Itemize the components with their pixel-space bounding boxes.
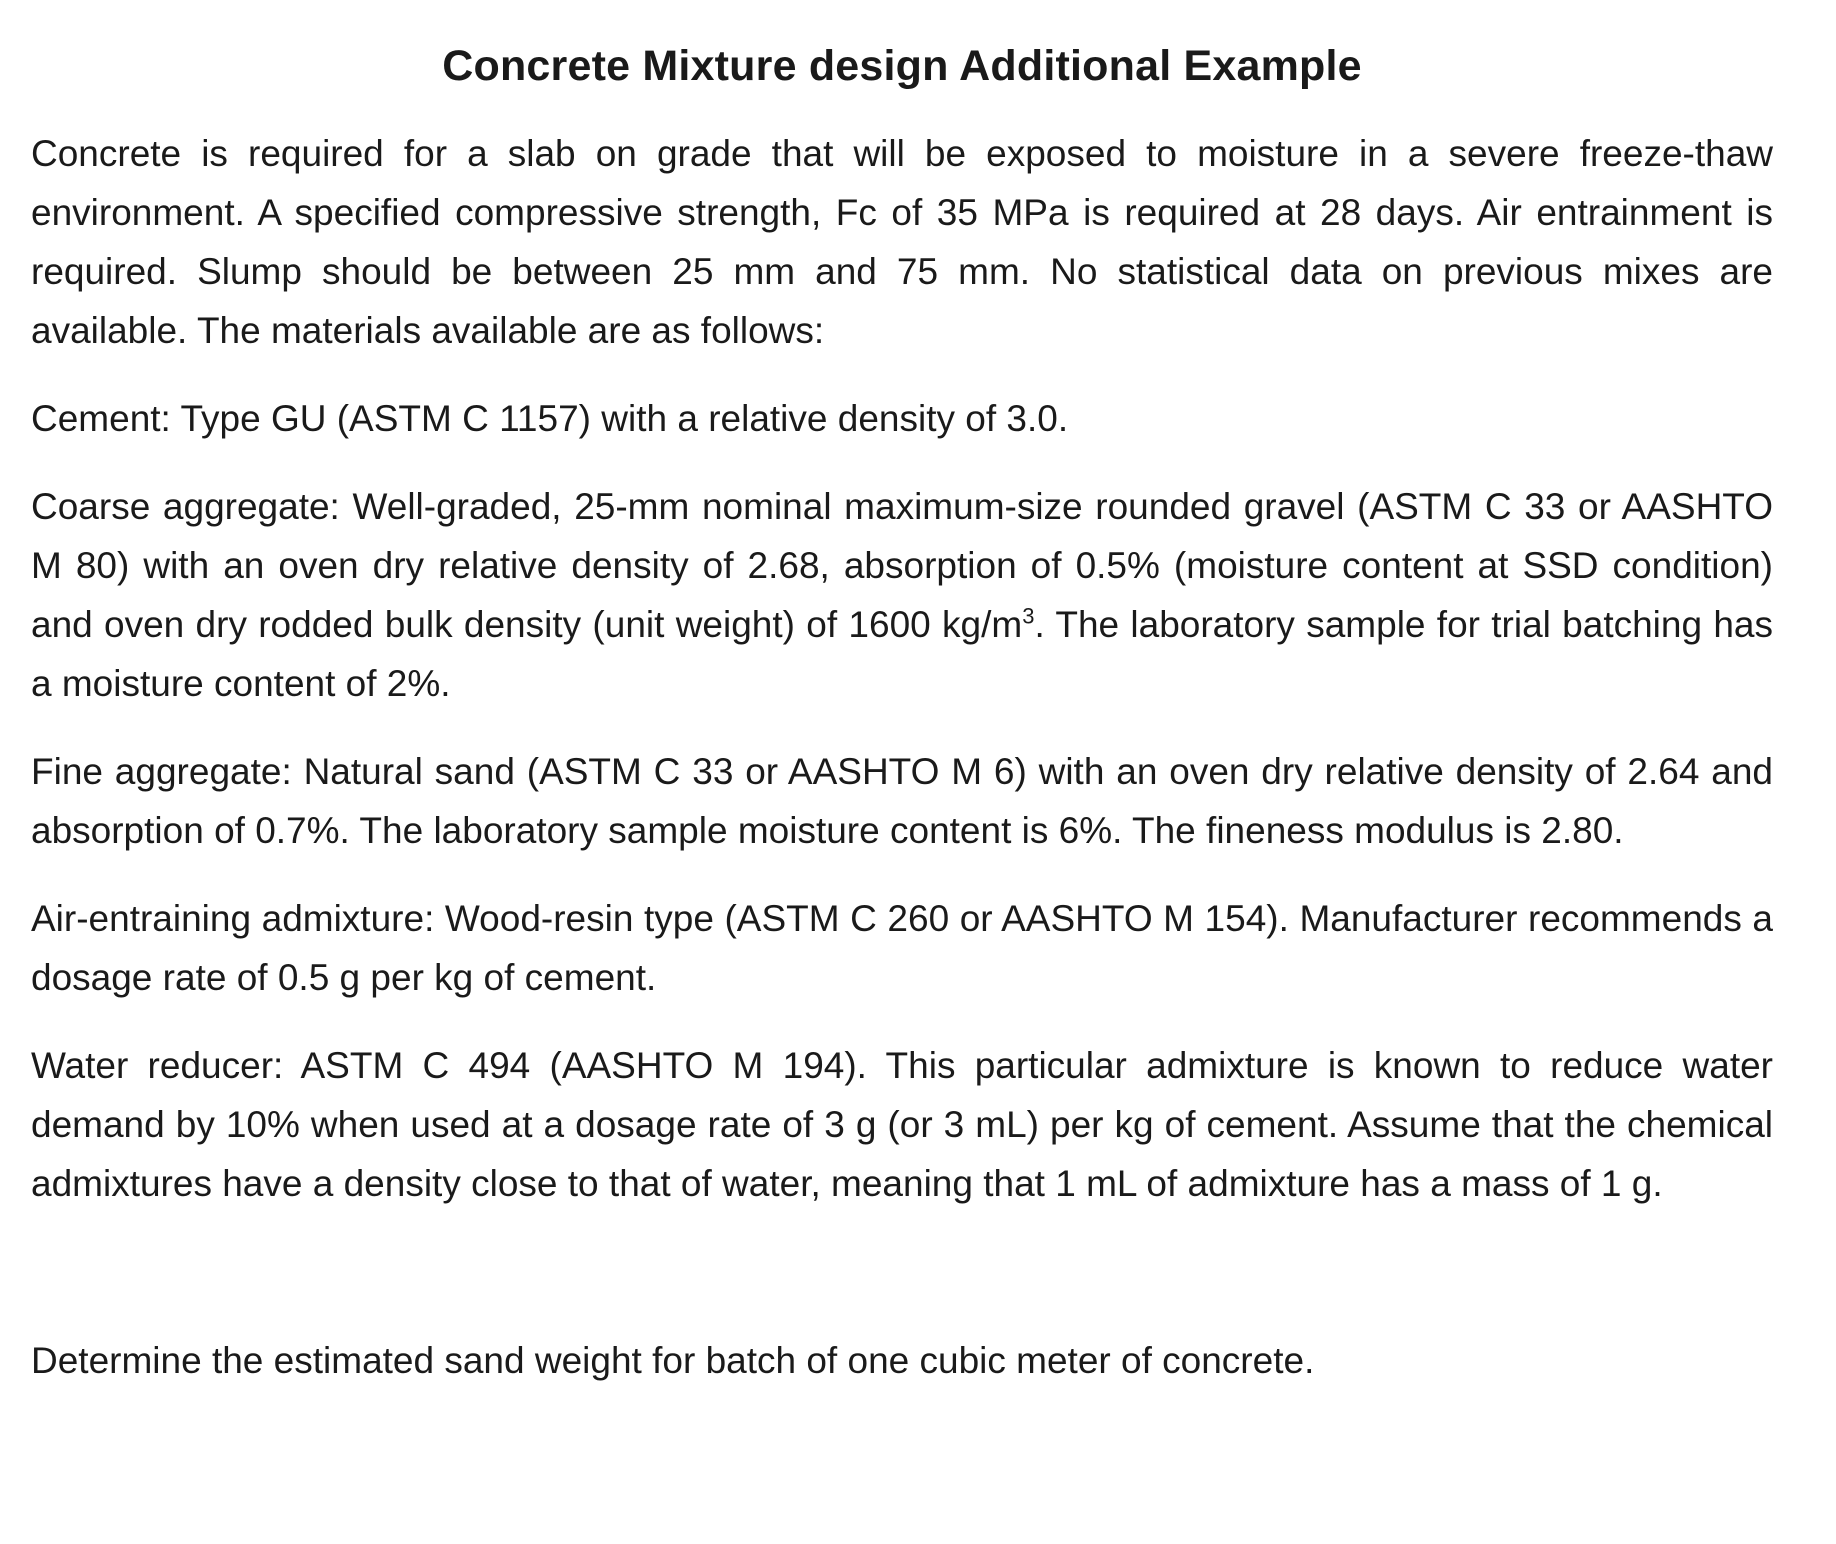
water-reducer-paragraph: Water reducer: ASTM C 494 (AASHTO M 194). This particular admixture is known to reduce water demand by 10% when used at a dosage rate of 3 g (or 3 mL) per kg of cement. Assume that the chemical admixtures have a density close to that of water, meaning that 1 mL of admixture has a mass of 1 g. [31, 1045, 1773, 1204]
intro-paragraph: Concrete is required for a slab on grade that will be exposed to moisture in a severe freeze-thaw environment. A specified compressive strength, Fc of 35 MPa is required at 28 days. Air entrainment is required. Slump should be between 25 mm and 75 mm. No statistical data on previous mixes are available. The materials available are as follows: [31, 133, 1773, 351]
cement-paragraph: Cement: Type GU (ASTM C 1157) with a relative density of 3.0. [31, 398, 1069, 439]
cubic-superscript: 3 [1022, 603, 1035, 629]
document-title: Concrete Mixture design Additional Example [442, 42, 1362, 90]
coarse-aggregate-text: Coarse aggregate: Well-graded, 25-mm nominal maximum-size rounded gravel (ASTM C 33 or AASHTO M 80) with an oven dry relative density of 2.68, absorption of 0.5% (moisture content at SSD condition) and oven dry rodded bulk density (unit weight) of 1600 kg/m [31, 486, 1773, 645]
air-entraining-admixture-paragraph: Air-entraining admixture: Wood-resin type (ASTM C 260 or AASHTO M 154). Manufacturer recommends a dosage rate of 0.5 g per kg of cement. [31, 898, 1773, 998]
coarse-aggregate-paragraph [31, 477, 1773, 713]
document-page [31, 38, 1773, 1419]
coarse-aggregate-text-end: . The laboratory sample for trial batching has a moisture content of 2%. [31, 604, 1774, 704]
fine-aggregate-paragraph: Fine aggregate: Natural sand (ASTM C 33 or AASHTO M 6) with an oven dry relative density of 2.64 and absorption of 0.7%. The laboratory sample moisture content is 6%. The fineness modulus is 2.80. [31, 751, 1773, 851]
question-paragraph: Determine the estimated sand weight for batch of one cubic meter of concrete. [31, 1340, 1315, 1381]
